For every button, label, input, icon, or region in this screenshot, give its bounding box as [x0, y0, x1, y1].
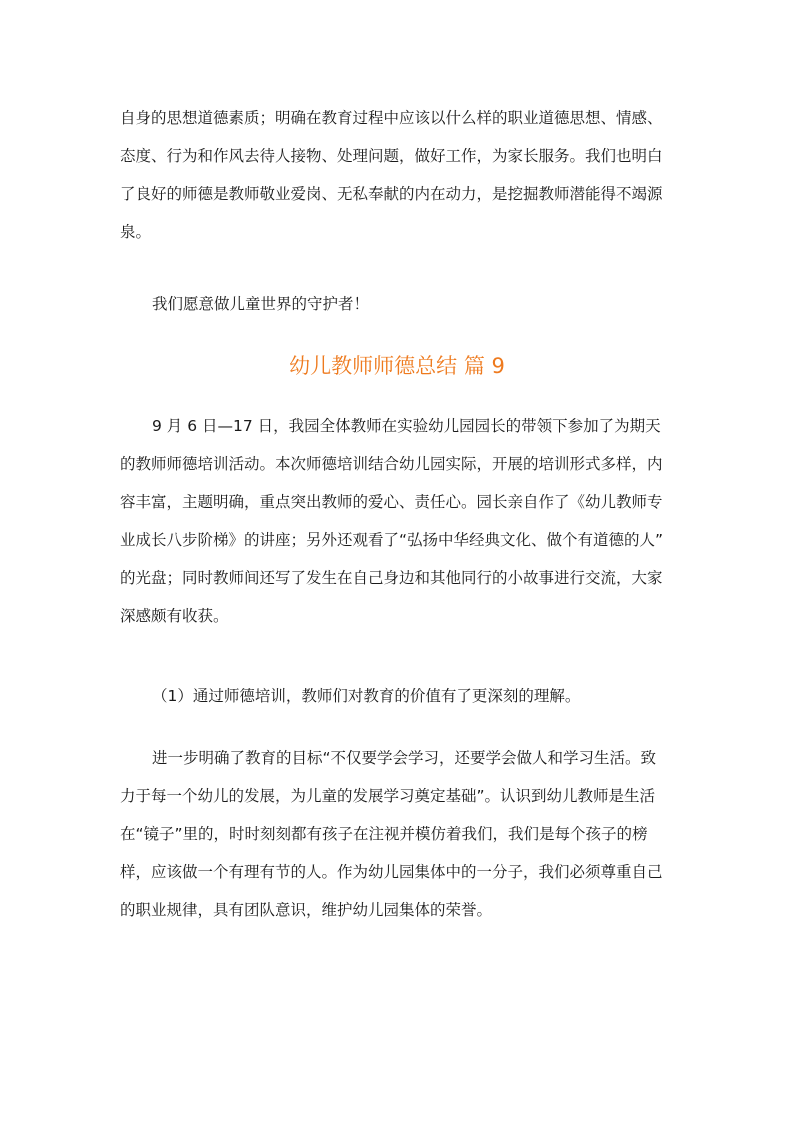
text-line: 自身的思想道德素质；明确在教育过程中应该以什么样的职业道德思想、情感、 [120, 109, 663, 127]
paragraph-point-one [120, 677, 676, 715]
text-line: （1）通过师德培训，教师们对教育的价值有了更深刻的理解。 [152, 687, 581, 705]
text-line: 容丰富，主题明确，重点突出教师的爱心、责任心。园长亲自作了《幼儿教师专 [120, 493, 663, 511]
paragraph-education-goal [120, 739, 676, 929]
text-line: 进一步明确了教育的目标“不仅要学会学习，还要学会做人和学习生活。致 [152, 749, 657, 767]
text-line: 的光盘；同时教师间还写了发生在自己身边和其他同行的小故事进行交流，大家 [120, 569, 663, 587]
text-line: 了良好的师德是教师敬业爱岗、无私奉献的内在动力，是挖掘教师潜能得不竭源 [120, 185, 663, 203]
text-line: 的职业规律，具有团队意识，维护幼儿园集体的荣誉。 [120, 901, 493, 919]
paragraph-guardian [120, 285, 676, 323]
text-line: 在“镜子”里的，时时刻刻都有孩子在注视并模仿着我们，我们是每个孩子的榜 [120, 825, 648, 843]
text-line: 9 月 6 日—17 日，我园全体教师在实验幼儿园园长的带领下参加了为期天 [152, 417, 661, 435]
text-line: 的教师师德培训活动。本次师德培训结合幼儿园实际，开展的培训形式多样，内 [120, 455, 663, 473]
text-line: 深感颇有收获。 [120, 607, 229, 625]
text-line: 我们愿意做儿童世界的守护者！ [152, 295, 370, 313]
text-line: 业成长八步阶梯》的讲座；另外还观看了“弘扬中华经典文化、做个有道德的人” [120, 531, 664, 549]
text-line: 态度、行为和作风去待人接物、处理问题，做好工作，为家长服务。我们也明白 [120, 147, 663, 165]
paragraph-moral-quality [120, 99, 676, 251]
section-heading: 幼儿教师师德总结 篇 9 [289, 354, 505, 378]
text-line: 力于每一个幼儿的发展，为儿童的发展学习奠定基础”。认识到幼儿教师是生活 [120, 787, 656, 805]
paragraph-training-activity [120, 407, 676, 635]
text-line: 泉。 [120, 223, 152, 241]
text-line: 样，应该做一个有理有节的人。作为幼儿园集体中的一分子，我们必须尊重自己 [120, 863, 663, 881]
